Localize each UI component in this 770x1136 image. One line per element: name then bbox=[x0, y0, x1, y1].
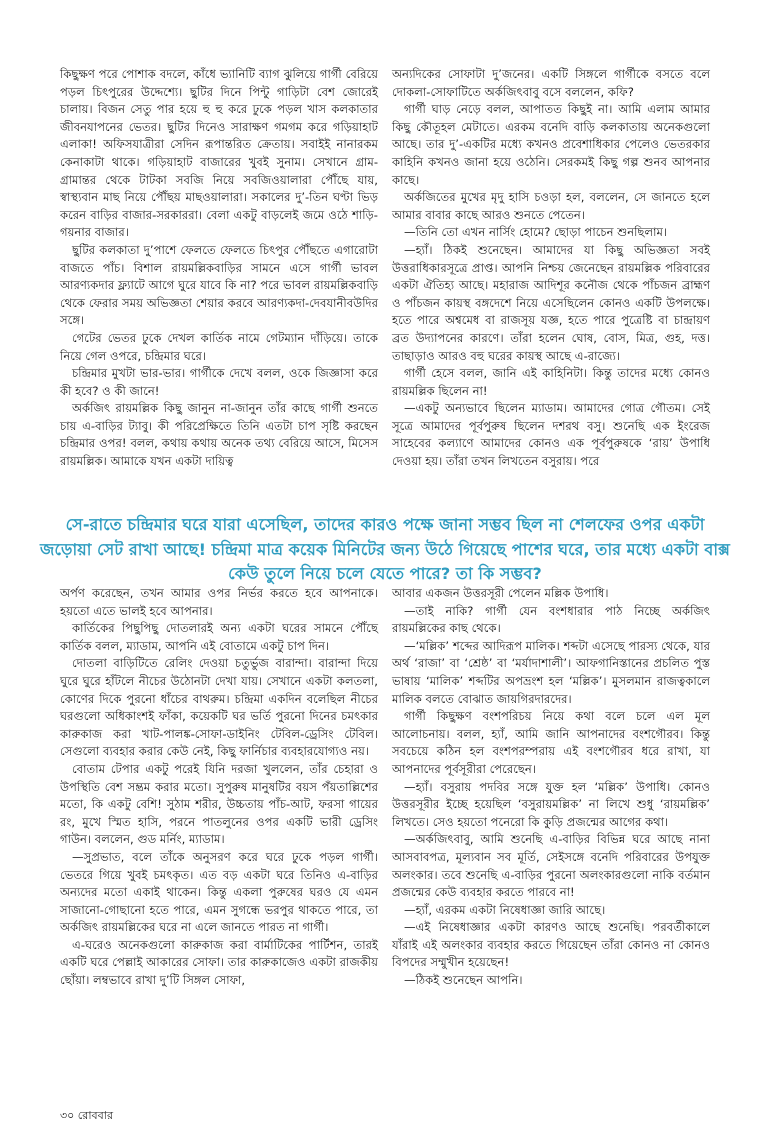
paragraph: —অর্কজিৎবাবু, আমি শুনেছি এ-বাড়ির বিভিন্ন ঘরে আছে নানা আসবাবপত্র, মূল্যবান সব মূর্তি, সেইসঙ্গে বনেদি পরিবারের উপযুক্ত অলংকার। তবে শুনেছি এ-বাড়ির পুরনো অলংকারগুলো নাকি বর্তমান প্রজন্মের কেউ ব্যবহার করতে পারবে না! bbox=[392, 832, 710, 900]
paragraph: এ-ঘরেও অনেকগুলো কারুকাজ করা বার্মাটিকের পার্টিশন, তারই একটি ঘরে পেল্লাই আকারের সোফা। তার কারুকাজেও একটা রাজকীয় ছোঁয়া। লম্বভাবে রাখা দু’টি সিঙ্গল সোফা, bbox=[60, 937, 378, 988]
paragraph: গেটের ভেতর ঢুকে দেখল কার্তিক নামে গেটম্যান দাঁড়িয়ে। তাকে নিয়ে গেল ওপরে, চন্দ্রিমার ঘরে। bbox=[60, 330, 378, 363]
paragraph: —তাই নাকি? গার্গী যেন বংশধারার পাঠ নিচ্ছে অর্কজিৎ রায়মল্লিকের কাছ থেকে। bbox=[392, 603, 710, 636]
paragraph: দোতলা বাড়িটিতে রেলিং দেওয়া চতুর্ভুজ বারান্দা। বারান্দা দিয়ে ঘুরে ঘুরে হাঁটলে নীচের উঠোনটা দেখা যায়। সেখানে একটা কলতলা, কোণের দিকে পুরনো ধাঁচের বাথরুম। চন্দ্রিমা একদিন বলেছিল নীচের ঘরগুলো অধিকাংশই ফাঁকা, কয়েকটি ঘর ভর্তি পুরনো দিনের চমৎকার কারুকাজ করা খাট-পালঙ্ক-সোফা-ডাইনিং টেবিল-ড্রেসিং টেবিল। সেগুলো ব্যবহার করার কেউ নেই, কিছু ফার্নিচার ব্যবহারযোগ্যও নয়। bbox=[60, 656, 378, 759]
paragraph: —একটু অন্যভাবে ছিলেন ম্যাডাম। আমাদের গোত্র গৌতম। সেই সূত্রে আমাদের পূর্বপুরুষ ছিলেন দশরথ বসু। শুনেছি এক ইংরেজ সাহেবের কল্যাণে আমাদের কোনও এক পূর্বপুরুষকে ‘রায়’ উপাধি দেওয়া হয়। তাঁরা তখন লিখতেন বসুরায়। পরে bbox=[392, 401, 710, 469]
paragraph: —তিনি তো এখন নার্সিং হোমে? ছোড়া পাচেন শুনছিলাম। bbox=[404, 225, 668, 240]
paragraph: —‘মল্লিক’ শব্দের আদিরূপ মালিক। শব্দটা এসেছে পারস্য থেকে, যার অর্থ ‘রাজা’ বা ‘শ্রেষ্ঠ’ বা ‘মর্যাদাশালী’। আফগানিস্তানের প্রচলিত পুস্ত ভাষায় ‘মালিক’ শব্দটির অপভ্রংশ হল ‘মল্লিক’। মুসলমান রাজত্বকালে মালিক বলতে বোঝাত জায়গিরদারদের। bbox=[392, 638, 710, 706]
article-column-1 bbox=[60, 66, 378, 471]
paragraph: ছুটির কলকাতা দু’পাশে ফেলতে ফেলতে চিৎপুর পৌঁছতে এগারোটা বাজতে পাঁচ। বিশাল রায়মল্লিকবাড়ির সামনে এসে গার্গী ভাবল আরণ্যকদার ফ্ল্যাটে আগে ঘুরে যাবে কি না? পরে ভাবল রায়মল্লিকবাড়ি থেকে ফেরার সময় অভিজ্ঞতা শেয়ার করবে আরণ্যকদা-দেবযানীবউদির সঙ্গে। bbox=[60, 242, 378, 328]
paragraph: গার্গী কিছুক্ষণ বংশপরিচয় নিয়ে কথা বলে চলে এল মূল আলোচনায়। বলল, হ্যাঁ, আমি জানি আপনাদের বংশগৌরব। কিন্তু সবচেয়ে কঠিন হল বংশপরম্পরায় এই বংশগৌরব ধরে রাখা, যা আপনাদের পূর্বসূরীরা পেরেছেন। bbox=[392, 709, 710, 776]
paragraph: অর্পণ করেছেন, তখন আমার ওপর নির্ভর করতে হবে আপনাকে। হয়তো এতে ভালই হবে আপনার। bbox=[60, 586, 378, 618]
article-column-3 bbox=[60, 585, 378, 990]
paragraph: —সুপ্রভাত, বলে তাঁকে অনুসরণ করে ঘরে ঢুকে পড়ল গার্গী। ভেতরে গিয়ে খুবই চমৎকৃত। এত বড় একটা ঘরে তিনিও এ-বাড়ির অন্যদের মতো একাই থাকেন। কিন্তু একলা পুরুষের ঘরও যে এমন সাজানো-গোছানো হতে পারে, এমন সুগন্ধে ভরপুর থাকতে পারে, তা অর্কজিৎ রায়মল্লিকের ঘরে না এলে জানতে পারত না গার্গী। bbox=[60, 849, 378, 935]
paragraph: অর্কজিৎ রায়মল্লিক কিছু জানুন না-জানুন তাঁর কাছে গার্গী শুনতে চায় এ-বাড়ির ট্যাবু। কী পরিপ্রেক্ষিতে তিনি এতটা চাপ সৃষ্টি করছেন চন্দ্রিমার ওপর! বলল, কথায় কথায় অনেক তথ্য বেরিয়ে আসে, মিসেস রায়মল্লিক। আমাকে যখন একটা দায়িত্ব bbox=[60, 401, 378, 469]
paragraph: কার্তিকের পিছুপিছু দোতলারই অন্য একটা ঘরের সামনে পৌঁছে কার্তিক বলল, ম্যাডাম, আপনি এই বোতামে একটু চাপ দিন। bbox=[60, 621, 378, 653]
paragraph: —এই নিষেধাজ্ঞার একটা কারণও আছে শুনেছি। পরবর্তীকালে যাঁরাই এই অলংকার ব্যবহার করতে গিয়েছেন তাঁরা কোনও না কোনও বিপদের সম্মুখীন হয়েছেন! bbox=[392, 920, 710, 970]
paragraph: কিছুক্ষণ পরে পোশাক বদলে, কাঁধে ভ্যানিটি ব্যাগ ঝুলিয়ে গার্গী বেরিয়ে পড়ল চিৎপুরের উদ্দেশ্যে। ছুটির দিনে পিন্টু গাড়িটা বেশ জোরেই চালায়। বিজন সেতু পার হয়ে হু হু করে ঢুকে পড়ল খাস কলকাতার জীবনযাপনের ভেতর। ছুটির দিনেও সারাক্ষণ গমগম করে গড়িয়াহাট এলাকা! অফিসযাত্রীরা সেদিন রূপান্তরিত ক্রেতায়। সবাইই নানারকম কেনাকাটা থাকে। গড়িয়াহাট বাজারের খুবই সুনাম। সেখানে গ্রাম-গ্রামান্তর থেকে টাটকা সবজি নিয়ে সবজিওয়ালারা পৌঁছে যায়, স্বাস্থ্যবান মাছ নিয়ে পৌঁছয় মাছওয়ালারা। সকালের দু’-তিন ঘণ্টা ভিড় করেন বাড়ির বাজার-সরকাররা। বেলা একটু বাড়লেই জমে ওঠে শাড়ি-গয়নার বাজার। bbox=[60, 67, 378, 240]
paragraph: —হ্যাঁ। বসুরায় পদবির সঙ্গে যুক্ত হল ‘মল্লিক’ উপাধি। কোনও উত্তরসূরীর ইচ্ছে হয়েছিল ‘বসুরায়মল্লিক’ না লিখে শুধু ‘রায়মল্লিক’ লিখতে। সেও হয়তো পনেরো কি কুড়ি প্রজন্মের আগের কথা। bbox=[392, 779, 710, 829]
article-column-2 bbox=[392, 66, 710, 471]
pull-quote: সে-রাতে চন্দ্রিমার ঘরে যারা এসেছিল, তাদের কারও পক্ষে জানা সম্ভব ছিল না শেলফের ওপর একটা জড়োয়া সেট রাখা আছে! চন্দ্রিমা মাত্র কয়েক মিনিটের জন্য উঠে গিয়েছে পাশের ঘরে, তার মধ্যে একটা বাক্স কেউ তুলে নিয়ে চলে যেতে পারে? তা কি সম্ভব? bbox=[40, 515, 730, 583]
paragraph: চন্দ্রিমার মুখটা ভার-ভার। গার্গীকে দেখে বলল, ওকে জিজ্ঞাসা করে কী হবে? ও কী জানে! bbox=[60, 366, 378, 398]
paragraph: গার্গী হেসে বলল, জানি এই কাহিনিটা। কিন্তু তাদের মধ্যে কোনও রায়মল্লিক ছিলেন না! bbox=[392, 366, 710, 398]
page-footer: ৩০ রোববার bbox=[60, 1109, 113, 1122]
paragraph: গার্গী ঘাড় নেড়ে বলল, আপাতত কিছুই না। আমি এলাম আমার কিছু কৌতূহল মেটাতে। এরকম বনেদি বাড়ি কলকাতায় অনেকগুলো আছে। তার দু’-একটির মধ্যে কখনও প্রবেশাধিকার পেলেও ভেতরকার কাহিনি কখনও জানা হয়ে ওঠেনি। সেরকমই কিছু গল্প শুনব আপনার কাছে। bbox=[392, 102, 710, 187]
paragraph: আবার একজন উত্তরসূরী পেলেন মল্লিক উপাধি। bbox=[392, 586, 609, 600]
paragraph: বোতাম টেপার একটু পরেই যিনি দরজা খুললেন, তাঁর চেহারা ও উপস্থিতি বেশ সম্ভ্রম করার মতো। সুপুরুষ মানুষটির বয়স পঁয়তাল্লিশের মতো, কি একটু বেশি! সুঠাম শরীর, উচ্চতায় পাঁচ-আট, ফরসা গায়ের রং, মুখে স্মিত হাসি, পরনে পাতলুনের ওপর একটি ভারী ড্রেসিং গাউন। বললেন, গুড মর্নিং, ম্যাডাম। bbox=[60, 761, 378, 847]
paragraph: অন্যদিকের সোফাটা দু’জনের। একটি সিঙ্গলে গার্গীকে বসতে বলে দোকলা-সোফাটিতে অর্কজিৎবাবু বসে বললেন, কফি? bbox=[392, 67, 710, 99]
paragraph: অর্কজিতের মুখের মৃদু হাসি চওড়া হল, বললেন, সে জানতে হলে আমার বাবার কাছে আরও শুনতে পেতেন। bbox=[392, 190, 710, 222]
article-column-4 bbox=[392, 585, 710, 990]
paragraph: —হ্যাঁ, এরকম একটা নিষেধাজ্ঞা জারি আছে। bbox=[404, 902, 606, 917]
paragraph: —হ্যাঁ। ঠিকই শুনেছেন। আমাদের যা কিছু অভিজ্ঞতা সবই উত্তরাধিকারসূত্রে প্রাপ্ত। আপনি নিশ্চয় জেনেছেন রায়মল্লিক পরিবারের একটা ঐতিহ্য আছে। মহারাজ আদিশূর কনৌজ থেকে পাঁচজন ব্রাহ্মণ ও পাঁচজন কায়স্থ বঙ্গদেশে নিয়ে এসেছিলেন কোনও একটি উপলক্ষে। হতে পারে অশ্বমেধ বা রাজসূয় যজ্ঞ, হতে পারে পুত্রেষ্টি বা চান্দ্রায়ণ ব্রত উদ্যাপনের কারণে। তাঁরা হলেন ঘোষ, বোস, মিত্র, গুহ, দত্ত। তাছাড়াও আরও বহু ঘরের কায়স্থ আছে এ-রাজ্যে। bbox=[392, 242, 710, 363]
paragraph: —ঠিকই শুনেছেন আপনি। bbox=[404, 973, 523, 988]
